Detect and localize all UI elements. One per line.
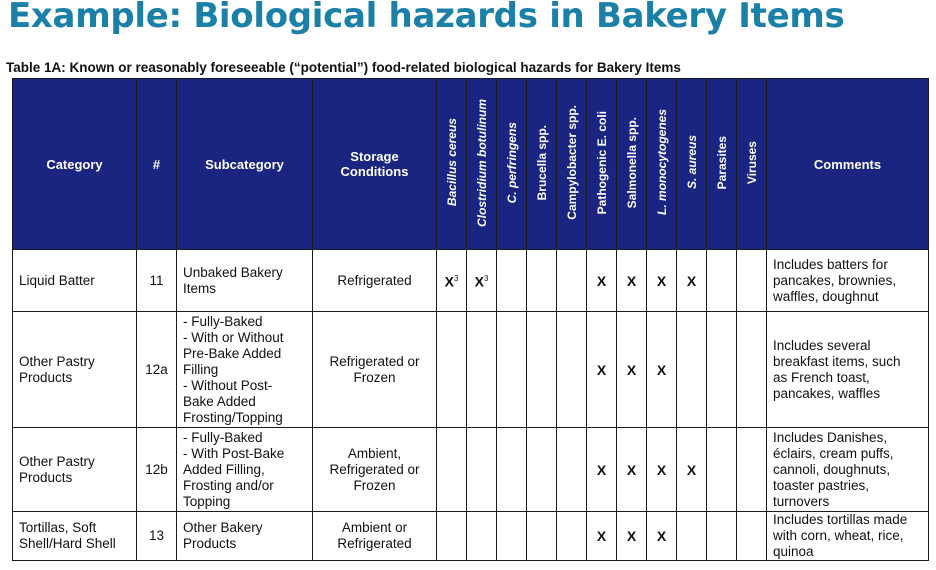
comments-cell-line: Includes batters for [773, 256, 888, 272]
header-row [13, 79, 929, 250]
hazard-mark: X [626, 461, 637, 478]
subcategory-cell-line: Frosting and/or [183, 477, 274, 493]
subcategory-cell-line: Frosting/Topping [183, 409, 283, 425]
hazard-mark-cell [737, 512, 767, 561]
comments-cell-line: breakfast items, such [773, 353, 901, 369]
comments-cell-line: quinoa [773, 544, 814, 559]
hazard-mark-cell [527, 312, 557, 428]
comments-cell-line: turnovers [773, 493, 830, 509]
comments-cell-line: Includes several [773, 337, 871, 353]
hazard-mark-cell [437, 250, 467, 312]
hazard-mark-cell [737, 312, 767, 428]
hazard-mark-cell [617, 250, 647, 312]
hazard-label: Brucella spp. [534, 124, 549, 201]
storage-cell-line: Ambient, [347, 445, 402, 461]
hazard-mark-cell [587, 250, 617, 312]
hazard-mark-cell [677, 250, 707, 312]
comments-cell-line: Includes Danishes, [773, 429, 888, 445]
comments-cell-line: pancakes, waffles [773, 385, 881, 401]
comments-cell-line: éclairs, cream puffs, [773, 445, 894, 461]
table-caption: Table 1A: Known or reasonably foreseeable (“potential”) food-related biological hazards for Bakery Items [6, 60, 681, 75]
header-hazard [527, 79, 557, 250]
category-cell: Tortillas, Soft Shell/Hard Shell [13, 512, 137, 561]
hazard-label: L. monocytogenes [654, 109, 669, 216]
hazard-mark-cell [617, 428, 647, 512]
comments-cell [767, 312, 929, 428]
hazard-mark: X [656, 361, 667, 378]
number-cell: 12b [137, 428, 177, 512]
subcategory-cell-line: Items [183, 280, 217, 296]
header-hazard [587, 79, 617, 250]
header-hazard [677, 79, 707, 250]
hazard-mark-cell [527, 428, 557, 512]
category-cell: Other Pastry Products [13, 312, 137, 428]
hazard-label: Campylobacter spp. [564, 105, 579, 220]
hazard-mark: X [596, 461, 607, 478]
comments-cell-line: with corn, wheat, rice, [773, 528, 904, 543]
table-row [13, 428, 929, 512]
footnote-mark: 3 [483, 274, 489, 284]
subcategory-cell-line: - With or Without [183, 329, 284, 345]
header-hazard [557, 79, 587, 250]
hazard-mark-cell [467, 250, 497, 312]
hazard-mark: X [596, 361, 607, 378]
hazard-mark-cell [677, 312, 707, 428]
page-title: Example: Biological hazards in Bakery Items [8, 0, 845, 36]
storage-cell [313, 312, 437, 428]
hazard-mark-cell [467, 428, 497, 512]
header-storage: Storage Conditions [313, 79, 437, 250]
hazard-mark-cell [617, 512, 647, 561]
header-hazard [647, 79, 677, 250]
hazard-mark-cell [647, 428, 677, 512]
hazard-mark-cell [737, 250, 767, 312]
hazard-mark-cell [647, 250, 677, 312]
hazard-mark-cell [467, 312, 497, 428]
subcategory-cell [177, 250, 313, 312]
number-cell: 12a [137, 312, 177, 428]
category-cell: Liquid Batter [13, 250, 137, 312]
hazard-mark-cell [587, 428, 617, 512]
hazard-mark-cell [497, 512, 527, 561]
hazard-mark: X [474, 273, 484, 290]
hazard-label: Viruses [744, 140, 759, 185]
hazard-mark-cell [437, 512, 467, 561]
hazard-mark-cell [677, 428, 707, 512]
comments-cell-line: toaster pastries, [773, 477, 870, 493]
hazard-mark-cell [527, 250, 557, 312]
hazard-label: S. aureus [684, 135, 699, 190]
comments-cell [767, 512, 929, 561]
hazard-mark-cell [497, 312, 527, 428]
subcategory-cell-line: - Without Post- [183, 377, 273, 393]
subcategory-cell-line: Other Bakery [183, 520, 263, 535]
storage-cell [313, 250, 437, 312]
hazard-label: Bacillus cereus [444, 118, 459, 207]
header-comments: Comments [767, 79, 929, 250]
storage-cell-line: Frozen [353, 369, 396, 385]
hazard-mark: X [686, 461, 697, 478]
hazard-mark: X [444, 273, 454, 290]
comments-cell-line: pancakes, brownies, [773, 272, 897, 288]
subcategory-cell [177, 312, 313, 428]
subcategory-cell [177, 428, 313, 512]
hazard-mark: X [596, 528, 607, 544]
header-hazard [437, 79, 467, 250]
hazard-label: Parasites [714, 135, 729, 190]
subcategory-cell-line: - With Post-Bake [183, 445, 285, 461]
table-body [13, 250, 929, 561]
table-row [13, 312, 929, 428]
storage-cell [313, 428, 437, 512]
hazard-mark-cell [587, 512, 617, 561]
storage-cell-line: Refrigerated [337, 536, 412, 551]
subcategory-cell [177, 512, 313, 561]
table-row [13, 512, 929, 561]
comments-cell-line: cannoli, doughnuts, [773, 461, 891, 477]
subcategory-cell-line: Bake Added [183, 393, 256, 409]
hazard-label: Clostridium botulinum [474, 98, 489, 227]
hazard-mark: X [596, 272, 607, 289]
hazard-mark-cell [617, 312, 647, 428]
comments-cell-line: waffles, doughnut [773, 288, 879, 304]
hazard-mark-cell [647, 312, 677, 428]
header-hazard [497, 79, 527, 250]
hazard-mark-cell [707, 512, 737, 561]
comments-cell-line: as French toast, [773, 369, 870, 385]
comments-cell-line: Includes tortillas made [773, 512, 908, 527]
storage-cell-line: Ambient or [341, 520, 408, 535]
storage-cell [313, 512, 437, 561]
comments-cell [767, 428, 929, 512]
header-hazard [737, 79, 767, 250]
hazard-mark-cell [557, 250, 587, 312]
header-hazard [707, 79, 737, 250]
hazard-mark-cell [557, 428, 587, 512]
hazard-mark: X [626, 272, 637, 289]
hazard-mark-cell [707, 250, 737, 312]
hazard-mark-cell [527, 512, 557, 561]
hazard-mark-cell [497, 250, 527, 312]
footnote-mark: 3 [453, 274, 459, 284]
storage-cell-line: Frozen [353, 477, 396, 493]
header-hazard [467, 79, 497, 250]
storage-cell-line: Refrigerated [337, 272, 412, 288]
storage-cell-line: Refrigerated or [329, 461, 420, 477]
header-number: # [137, 79, 177, 250]
hazards-table [12, 78, 929, 561]
hazard-mark-cell [707, 312, 737, 428]
subcategory-cell-line: Filling [183, 361, 219, 377]
hazard-mark: X [656, 528, 667, 544]
hazard-label: Salmonella spp. [624, 116, 639, 209]
subcategory-cell-line: Added Filling, [183, 461, 265, 477]
hazard-mark-cell [557, 312, 587, 428]
number-cell: 13 [137, 512, 177, 561]
storage-cell-line: Refrigerated or [329, 353, 420, 369]
table-row [13, 250, 929, 312]
subcategory-cell-line: Products [183, 536, 237, 551]
hazard-mark-cell [437, 428, 467, 512]
comments-cell [767, 250, 929, 312]
subcategory-cell-line: - Fully-Baked [183, 429, 263, 445]
hazard-mark: X [626, 528, 637, 544]
header-subcategory: Subcategory [177, 79, 313, 250]
hazard-mark-cell [437, 312, 467, 428]
hazard-mark-cell [707, 428, 737, 512]
category-cell: Other Pastry Products [13, 428, 137, 512]
hazard-mark-cell [497, 428, 527, 512]
header-hazard [617, 79, 647, 250]
number-cell: 11 [137, 250, 177, 312]
hazard-mark-cell [467, 512, 497, 561]
header-category: Category [13, 79, 137, 250]
hazard-mark-cell [557, 512, 587, 561]
hazard-mark-cell [677, 512, 707, 561]
hazard-label: Pathogenic E. coli [594, 110, 609, 215]
subcategory-cell-line: - Fully-Baked [183, 313, 263, 329]
subcategory-cell-line: Topping [183, 493, 231, 509]
subcategory-cell-line: Pre-Bake Added [183, 345, 282, 361]
hazard-mark-cell [737, 428, 767, 512]
hazard-mark-cell [587, 312, 617, 428]
hazard-label: C. perfringens [504, 121, 519, 204]
hazard-mark: X [686, 272, 697, 289]
hazard-mark-cell [647, 512, 677, 561]
hazard-mark: X [626, 361, 637, 378]
hazard-mark: X [656, 461, 667, 478]
hazard-mark: X [656, 272, 667, 289]
subcategory-cell-line: Unbaked Bakery [183, 264, 283, 280]
